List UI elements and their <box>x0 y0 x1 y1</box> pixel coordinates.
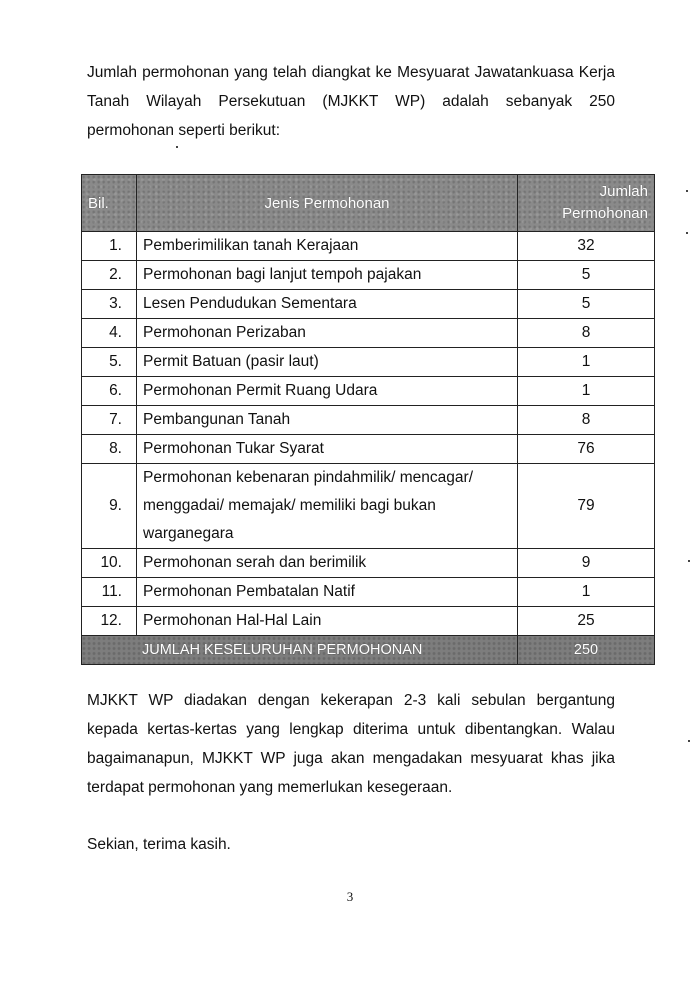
row-jenis: Lesen Pendudukan Sementara <box>137 290 518 319</box>
table-row <box>82 406 655 435</box>
note-paragraph: MJKKT WP diadakan dengan kekerapan 2-3 kali sebulan bergantung kepada kertas-kertas yang lengkap diterima untuk dibentangkan. Walau bagaimanapun, MJKKT WP juga akan mengadakan mesyuarat khas jika terdapat permohonan yang memerlukan kesegeraan. <box>87 692 615 796</box>
scan-speck <box>688 560 690 562</box>
scan-speck <box>686 232 688 234</box>
row-jenis: Permohonan Perizaban <box>137 319 518 348</box>
header-jumlah-line1: Jumlah <box>599 183 648 200</box>
row-bil: 9. <box>82 464 137 549</box>
table-row <box>82 464 655 549</box>
row-jumlah: 1 <box>518 578 655 607</box>
header-bil: Bil. <box>82 175 137 232</box>
row-bil: 12. <box>82 607 137 636</box>
row-jumlah: 1 <box>518 348 655 377</box>
row-jumlah: 25 <box>518 607 655 636</box>
row-bil: 8. <box>82 435 137 464</box>
row-jumlah: 1 <box>518 377 655 406</box>
row-jenis: Permohonan Tukar Syarat <box>137 435 518 464</box>
row-bil: 1. <box>82 232 137 261</box>
row-jenis: Permohonan serah dan berimilik <box>137 549 518 578</box>
row-bil: 6. <box>82 377 137 406</box>
row-jumlah: 5 <box>518 290 655 319</box>
applications-table <box>81 174 655 665</box>
row-jumlah: 8 <box>518 406 655 435</box>
row-jenis: Pembangunan Tanah <box>137 406 518 435</box>
table-row <box>82 232 655 261</box>
row-bil: 3. <box>82 290 137 319</box>
table-row <box>82 549 655 578</box>
header-jenis: Jenis Permohonan <box>137 175 518 232</box>
table-total-row <box>82 636 655 665</box>
table-header-row <box>82 175 655 232</box>
table-row <box>82 435 655 464</box>
row-jumlah: 8 <box>518 319 655 348</box>
table-row <box>82 607 655 636</box>
header-jumlah <box>518 175 655 232</box>
row-jenis: Permohonan kebenaran pindahmilik/ mencagar/ menggadai/ memajak/ memiliki bagi bukan warganegara <box>137 464 518 549</box>
scan-speck <box>688 740 690 742</box>
row-jenis: Pemberimilikan tanah Kerajaan <box>137 232 518 261</box>
row-jenis: Permohonan Hal-Hal Lain <box>137 607 518 636</box>
row-bil: 4. <box>82 319 137 348</box>
table-row <box>82 319 655 348</box>
row-jumlah: 9 <box>518 549 655 578</box>
row-bil: 10. <box>82 549 137 578</box>
row-jenis: Permohonan Permit Ruang Udara <box>137 377 518 406</box>
scan-speck <box>176 146 178 148</box>
page-number: 3 <box>346 889 354 904</box>
table-row <box>82 261 655 290</box>
intro-paragraph: Jumlah permohonan yang telah diangkat ke Mesyuarat Jawatankuasa Kerja Tanah Wilayah Persekutuan (MJKKT WP) adalah sebanyak 250 permohonan seperti berikut: <box>87 64 615 139</box>
scan-speck <box>686 190 688 192</box>
table-row <box>82 578 655 607</box>
row-jenis: Permohonan Pembatalan Natif <box>137 578 518 607</box>
closing-text: Sekian, terima kasih. <box>87 836 231 853</box>
table-row <box>82 348 655 377</box>
row-bil: 5. <box>82 348 137 377</box>
total-label: JUMLAH KESELURUHAN PERMOHONAN <box>82 636 518 665</box>
row-bil: 2. <box>82 261 137 290</box>
table-row <box>82 377 655 406</box>
header-jumlah-line2: Permohonan <box>562 205 648 222</box>
row-jenis: Permit Batuan (pasir laut) <box>137 348 518 377</box>
row-jumlah: 5 <box>518 261 655 290</box>
total-value: 250 <box>518 636 655 665</box>
row-bil: 7. <box>82 406 137 435</box>
row-bil: 11. <box>82 578 137 607</box>
table-row <box>82 290 655 319</box>
row-jumlah: 76 <box>518 435 655 464</box>
row-jumlah: 32 <box>518 232 655 261</box>
row-jumlah: 79 <box>518 464 655 549</box>
row-jenis: Permohonan bagi lanjut tempoh pajakan <box>137 261 518 290</box>
